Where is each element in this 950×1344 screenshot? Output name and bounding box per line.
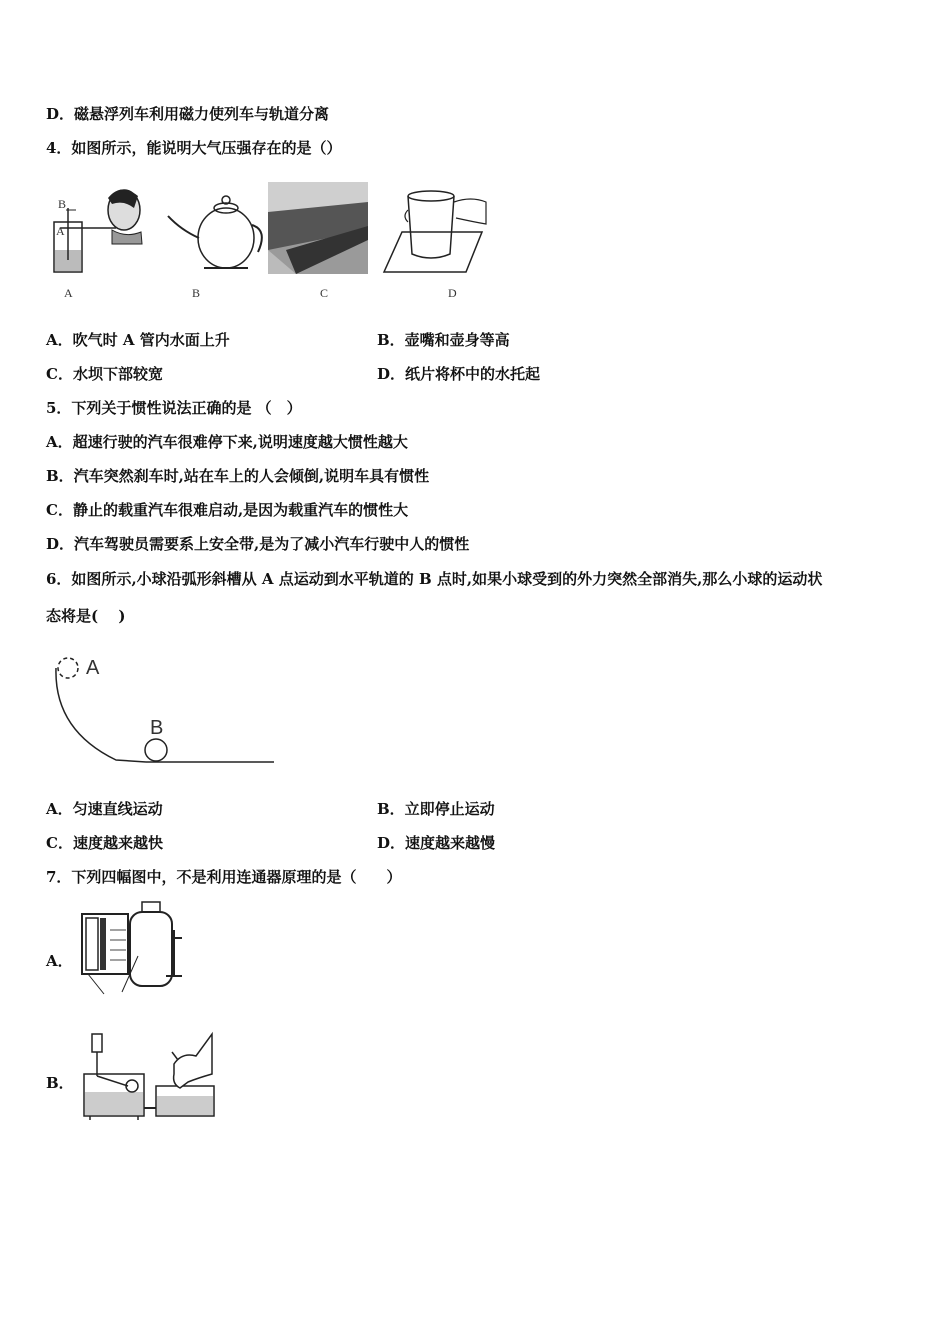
q4-fig-label-a: A — [56, 224, 65, 238]
q5-stem: 5．下列关于惯性说法正确的是 （ ） — [46, 399, 302, 417]
q4-stem: 4．如图所示，能说明大气压强存在的是（） — [46, 139, 342, 157]
q7-option-b-label: B． — [46, 1074, 74, 1092]
q4-option-c: C．水坝下部较宽 — [46, 365, 163, 383]
q4-option-d: D．纸片将杯中的水托起 — [377, 365, 541, 383]
q4-figure-row — [46, 180, 506, 302]
q7-option-a-label: A． — [46, 952, 73, 970]
q4-caption-a: A — [64, 286, 73, 300]
q7-figure-b — [78, 1030, 218, 1122]
q5-option-b: B．汽车突然刹车时,站在车上的人会倾倒,说明车具有惯性 — [46, 467, 430, 485]
q4-caption-c: C — [320, 286, 329, 300]
q4-figure-c — [268, 182, 368, 300]
q7-figure-a — [78, 900, 188, 996]
q4-option-b: B．壶嘴和壶身等高 — [377, 331, 510, 349]
q6-option-a: A．匀速直线运动 — [46, 800, 163, 818]
q5-option-d: D．汽车驾驶员需要系上安全带,是为了减小汽车行驶中人的惯性 — [46, 535, 470, 553]
q6-stem-line1: 6．如图所示,小球沿弧形斜槽从 A 点运动到水平轨道的 B 点时,如果小球受到的外力突然全部消失,那么小球的运动状 — [46, 570, 823, 588]
q6-option-b: B．立即停止运动 — [377, 800, 495, 818]
q4-caption-b: B — [192, 286, 201, 300]
q6-option-c: C．速度越来越快 — [46, 834, 163, 852]
q4-caption-d: D — [448, 286, 457, 300]
q4-option-a: A．吹气时 A 管内水面上升 — [46, 331, 230, 349]
q6-option-d: D．速度越来越慢 — [377, 834, 496, 852]
q6-label-a: A — [86, 657, 100, 679]
q6-figure — [46, 650, 286, 770]
q5-option-a: A．超速行驶的汽车很难停下来,说明速度越大惯性越大 — [46, 433, 408, 451]
q4-fig-label-b: B — [58, 197, 67, 211]
q3-option-d: D．磁悬浮列车利用磁力使列车与轨道分离 — [46, 105, 330, 123]
q4-figure-d — [384, 191, 486, 300]
q7-stem: 7．下列四幅图中，不是利用连通器原理的是（ ） — [46, 868, 402, 886]
q4-figure-b — [168, 196, 262, 300]
q6-label-b: B — [150, 717, 164, 739]
q5-option-c: C．静止的载重汽车很难启动,是因为载重汽车的惯性大 — [46, 501, 409, 519]
q4-figure-a — [54, 189, 142, 300]
q6-stem-line2: 态将是( ) — [46, 607, 126, 625]
